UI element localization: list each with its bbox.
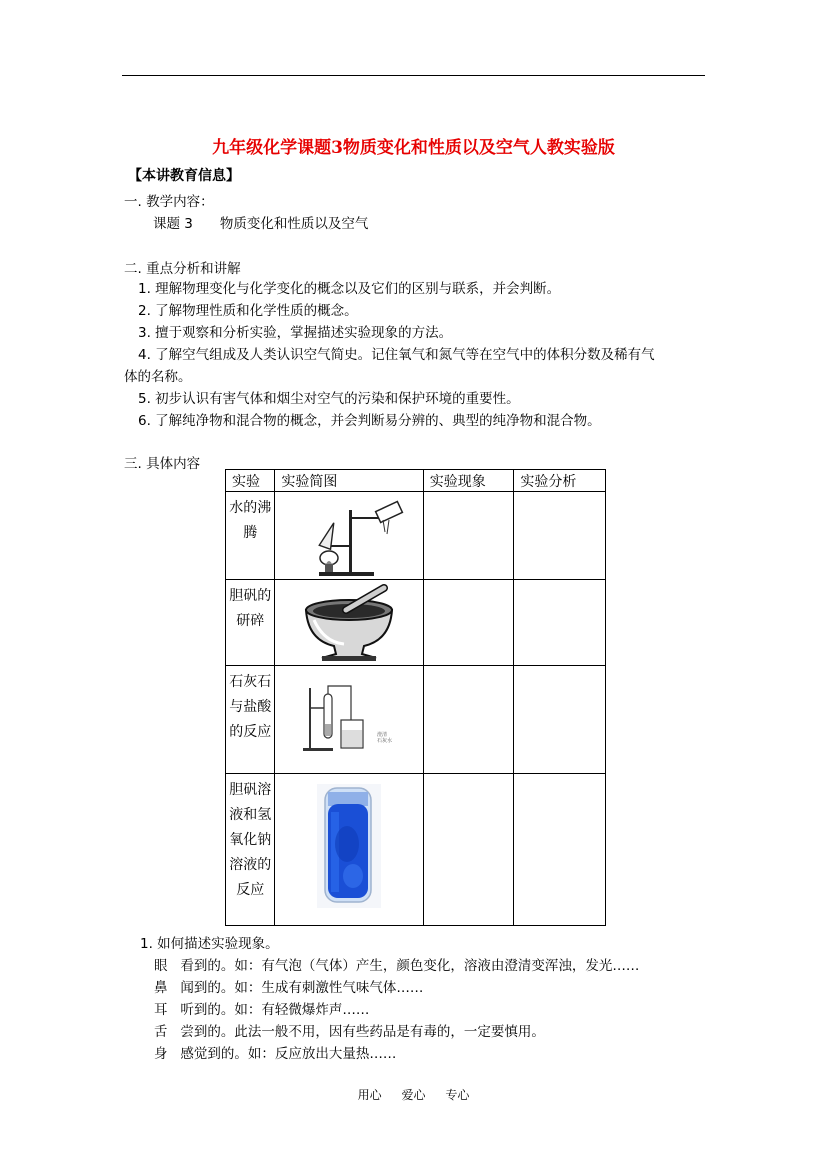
document-title: 九年级化学课题3物质变化和性质以及空气人教实验版 (212, 138, 615, 158)
s2-item-2: 2. 了解物理性质和化学性质的概念。 (138, 303, 358, 319)
s1-content: 课题 3 物质变化和性质以及空气 (153, 216, 369, 232)
sense-key: 舌 (154, 1024, 168, 1040)
s2-item-1: 1. 理解物理变化与化学变化的概念以及它们的区别与联系，并会判断。 (138, 281, 561, 297)
svg-text:澄清: 澄清 (377, 732, 388, 738)
footer-word: 专心 (445, 1088, 470, 1102)
header-figure: 实验简图 (275, 470, 423, 492)
sense-key: 眼 (154, 958, 168, 974)
footer-word: 用心 (357, 1088, 382, 1102)
table-row (226, 774, 606, 926)
phenomenon-cell (423, 666, 514, 774)
sense-row (154, 976, 423, 996)
sense-key: 身 (154, 1046, 168, 1062)
page-footer (0, 1086, 827, 1103)
q1-heading: 1. 如何描述实验现象。 (140, 936, 279, 952)
sense-text: 尝到的。此法一般不用，因有些药品是有毒的，一定要慎用。 (180, 1024, 545, 1040)
sense-text: 看到的。如：有气泡（气体）产生，颜色变化，溶液由澄清变浑浊，发光…… (180, 958, 640, 974)
blue-test-tube-icon (275, 774, 422, 908)
header-rule (122, 75, 705, 76)
s2-item-4-cont: 体的名称。 (124, 369, 192, 385)
header-experiment: 实验 (226, 470, 275, 492)
phenomenon-cell (423, 492, 514, 580)
sense-row (154, 1020, 545, 1040)
svg-text:石灰水: 石灰水 (377, 738, 393, 744)
limestone-acid-apparatus-icon (275, 666, 422, 758)
analysis-cell (514, 580, 606, 666)
boiling-apparatus-icon (275, 492, 422, 578)
experiment-name: 胆矾溶液和氢氧化钠溶液的反应 (226, 774, 275, 926)
sense-text: 感觉到的。如：反应放出大量热…… (180, 1046, 397, 1062)
phenomenon-cell (423, 580, 514, 666)
phenomenon-cell (423, 774, 514, 926)
sense-row (154, 998, 369, 1018)
figure-cell (275, 492, 423, 580)
table-row (226, 580, 606, 666)
sense-text: 听到的。如：有轻微爆炸声…… (180, 1002, 370, 1018)
table-row (226, 492, 606, 580)
experiment-name: 石灰石与盐酸的反应 (226, 666, 275, 774)
mortar-pestle-icon (275, 580, 422, 664)
experiment-table (225, 469, 606, 926)
experiment-name: 胆矾的研碎 (226, 580, 275, 666)
footer-word: 爱心 (401, 1088, 426, 1102)
figure-cell (275, 774, 423, 926)
sense-key: 耳 (154, 1002, 168, 1018)
table-header-row (226, 470, 606, 492)
sense-key: 鼻 (154, 980, 168, 996)
sense-row (154, 954, 639, 974)
figure-cell (275, 666, 423, 774)
s2-item-5: 5. 初步认识有害气体和烟尘对空气的污染和保护环境的重要性。 (138, 391, 520, 407)
sense-text: 闻到的。如：生成有刺激性气味气体…… (180, 980, 424, 996)
analysis-cell (514, 666, 606, 774)
table-row (226, 666, 606, 774)
s2-heading: 二. 重点分析和讲解 (124, 261, 241, 277)
s3-heading: 三. 具体内容 (124, 456, 201, 472)
s2-item-4: 4. 了解空气组成及人类认识空气简史。记住氧气和氮气等在空气中的体积分数及稀有气 (138, 347, 655, 363)
header-analysis: 实验分析 (514, 470, 606, 492)
section-info-heading: 【本讲教育信息】 (128, 168, 240, 184)
experiment-name: 水的沸腾 (226, 492, 275, 580)
sense-row (154, 1042, 396, 1062)
analysis-cell (514, 492, 606, 580)
s2-item-3: 3. 擅于观察和分析实验，掌握描述实验现象的方法。 (138, 325, 453, 341)
header-phenomenon: 实验现象 (423, 470, 514, 492)
analysis-cell (514, 774, 606, 926)
figure-cell (275, 580, 423, 666)
s1-heading: 一. 教学内容： (124, 194, 214, 210)
s2-item-6: 6. 了解纯净物和混合物的概念，并会判断易分辨的、典型的纯净物和混合物。 (138, 413, 601, 429)
